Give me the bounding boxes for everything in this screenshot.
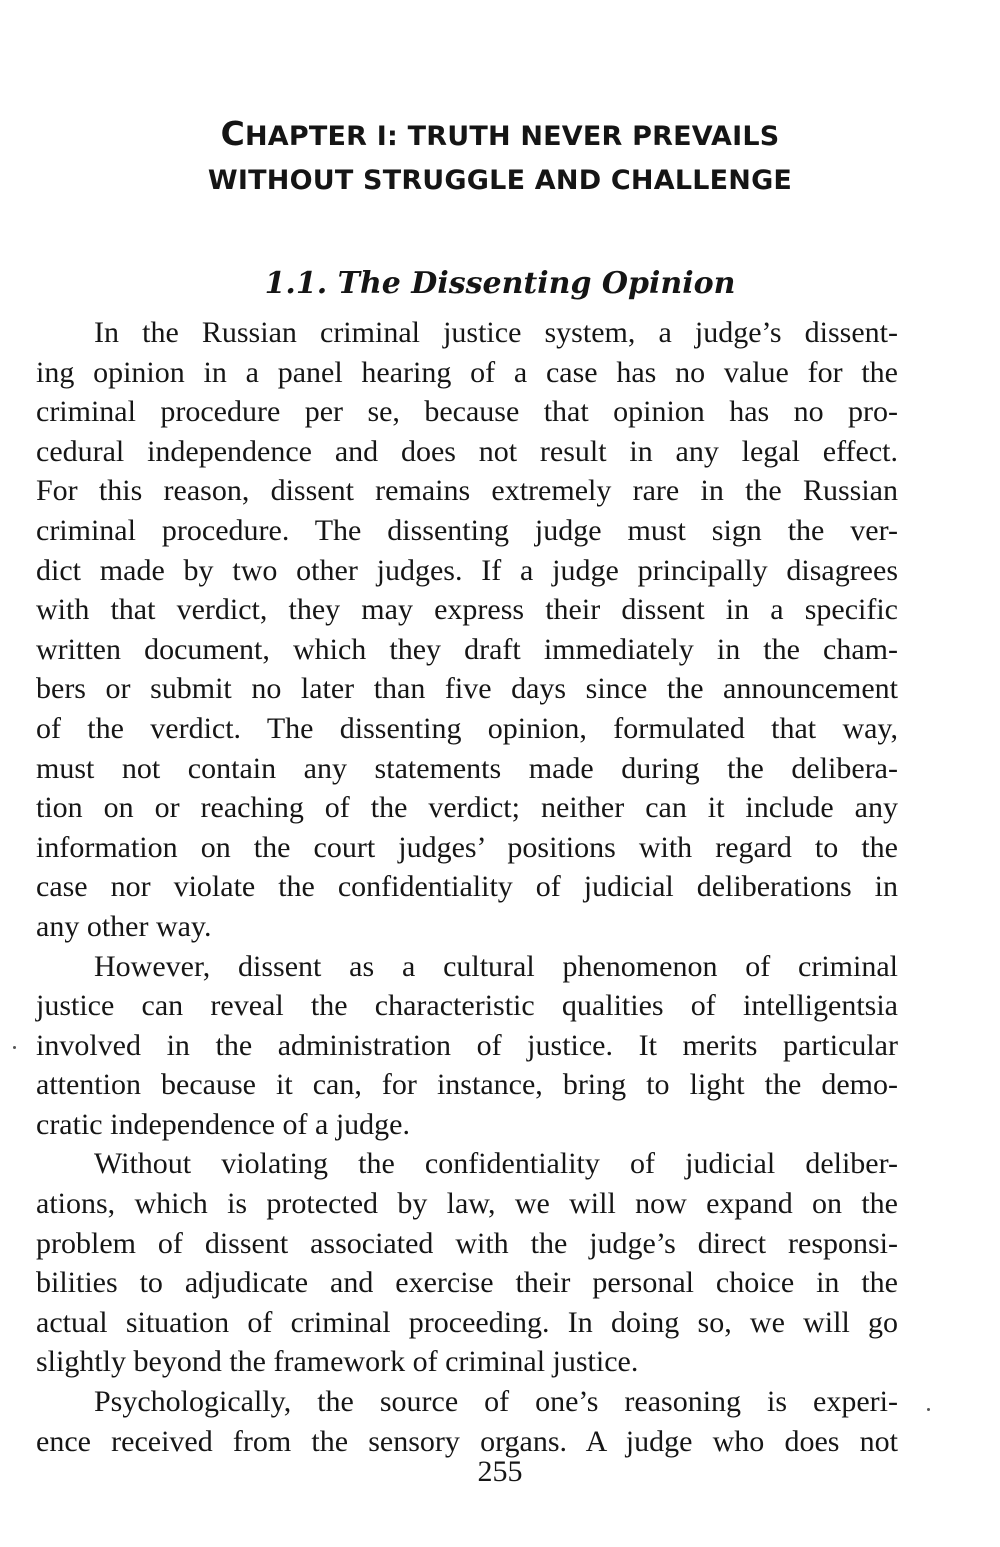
text-line: bers or submit no later than five days since the announcement — [36, 672, 898, 706]
text-line: criminal procedure per se, because that opinion has no pro- — [36, 395, 898, 429]
text-line: Psychologically, the source of one’s reasoning is experi- — [94, 1385, 898, 1419]
scan-speck — [13, 1046, 16, 1049]
text-line: involved in the administration of justice. It merits particular — [36, 1028, 898, 1062]
text-line: written document, which they draft immediately in the cham- — [36, 632, 898, 666]
text-line: In the Russian criminal justice system, a judge’s dissent- — [94, 316, 898, 349]
text-line: information on the court judges’ positions with regard to the — [36, 830, 898, 864]
chapter-heading-cap-letter: C — [220, 114, 246, 153]
section-title: 1.1. The Dissenting Opinion — [264, 266, 736, 301]
text-line: actual situation of criminal proceeding. In doing so, we will go — [36, 1305, 898, 1339]
text-line: of the verdict. The dissenting opinion, formulated that way, — [36, 711, 898, 745]
text-line: attention because it can, for instance, bring to light the demo- — [36, 1068, 898, 1102]
chapter-heading-line-2: WITHOUT STRUGGLE AND CHALLENGE — [207, 165, 793, 196]
text-line: However, dissent as a cultural phenomenon of criminal — [94, 949, 898, 983]
text-line: ence received from the sensory organs. A judge who does not — [36, 1424, 898, 1458]
chapter-heading — [0, 112, 1000, 203]
text-line: cedural independence and does not result in any legal effect. — [36, 434, 898, 468]
text-line: problem of dissent associated with the judge’s direct responsi- — [36, 1226, 898, 1260]
text-line: ations, which is protected by law, we will now expand on the — [36, 1187, 898, 1221]
text-line: with that verdict, they may express their dissent in a specific — [36, 593, 898, 627]
text-line: case nor violate the confidentiality of judicial deliberations in — [36, 870, 898, 904]
text-line: For this reason, dissent remains extremely rare in the Russian — [36, 474, 898, 508]
text-line: Without violating the confidentiality of judicial deliber- — [94, 1147, 898, 1181]
chapter-heading-line-1 — [0, 112, 1000, 159]
scan-speck — [927, 1408, 930, 1411]
text-line: bilities to adjudicate and exercise their personal choice in the — [36, 1266, 898, 1300]
body-text — [36, 313, 898, 1461]
text-line: dict made by two other judges. If a judge principally disagrees — [36, 553, 898, 587]
text-line: slightly beyond the framework of criminal justice. — [36, 1345, 639, 1379]
text-line: must not contain any statements made during the delibera- — [36, 751, 898, 785]
text-line: justice can reveal the characteristic qualities of intelligentsia — [36, 989, 898, 1023]
text-line: ing opinion in a panel hearing of a case has no value for the — [36, 355, 898, 389]
text-line: cratic independence of a judge. — [36, 1107, 410, 1141]
text-line: any other way. — [36, 909, 212, 943]
page-number: 255 — [477, 1455, 523, 1488]
chapter-heading-line-1-text: HAPTER I: TRUTH NEVER PREVAILS — [245, 121, 780, 152]
text-line: tion on or reaching of the verdict; neither can it include any — [36, 791, 898, 825]
text-line: criminal procedure. The dissenting judge must sign the ver- — [36, 513, 898, 547]
